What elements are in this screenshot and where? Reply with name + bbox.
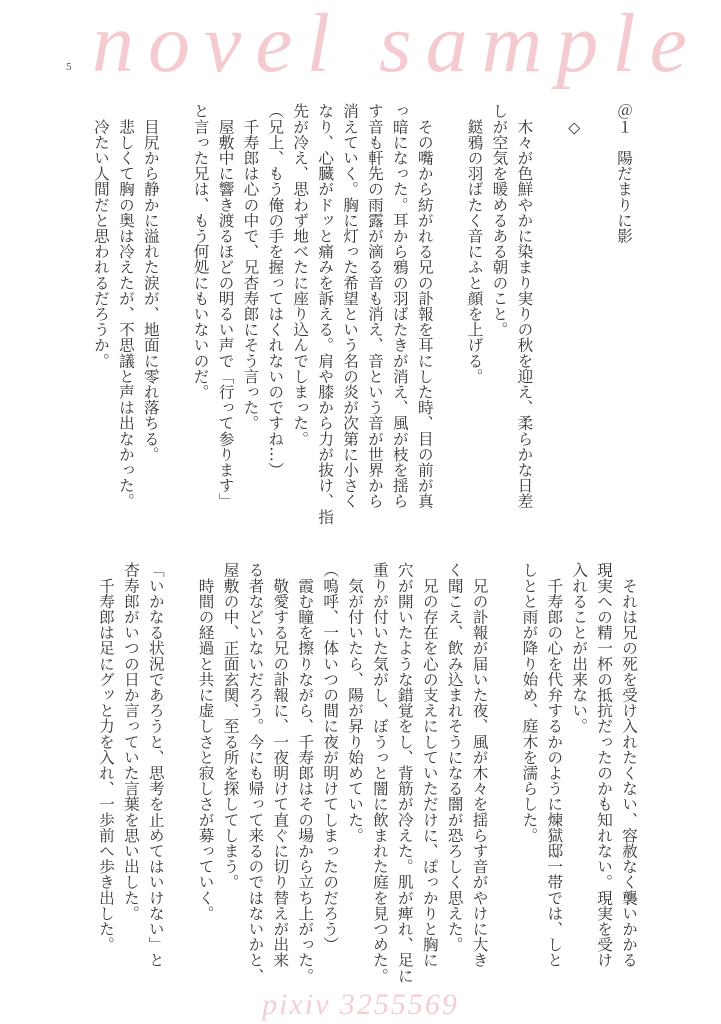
text-column: ◇ bbox=[565, 103, 584, 137]
text-column: 木々が色鮮やかに染まり実りの秋を迎え、柔らかな日差 bbox=[515, 103, 534, 509]
blank-column bbox=[492, 562, 517, 982]
text-column: と言った兄は、もう何処にもいないのだ。 bbox=[191, 103, 210, 400]
text-column: 霞む瞳を擦りながら、千寿郎はその場から立ち上がった。 bbox=[296, 562, 315, 984]
blank-column bbox=[536, 103, 561, 523]
text-column: 屋敷中に響き渡るほどの明るい声で「行って参ります」 bbox=[216, 103, 235, 509]
text-column: っ暗になった。耳から鴉の羽ばたきが消え、風が枝を揺ら bbox=[390, 103, 409, 509]
text-column: その嘴から紡がれる兄の訃報を耳にした時、目の前が真 bbox=[415, 103, 434, 509]
text-column: 「いかなる状況であろうと、思考を止めてはいけない」と bbox=[146, 562, 165, 968]
text-block-top bbox=[88, 103, 636, 523]
text-column: 消えていく。胸に灯った希望という名の炎が次第に小さく bbox=[341, 103, 360, 509]
text-column: す音も軒先の雨露が滴る音も消え、音という音が世界から bbox=[365, 103, 384, 509]
text-column: （兄上、もう俺の手を握ってはくれないのですね…） bbox=[266, 103, 285, 478]
text-column: 入れることが出来ない。 bbox=[570, 562, 589, 734]
text-column: 兄の訃報が届いた夜、風が木々を揺らす音がやけに大き bbox=[470, 562, 489, 968]
text-column: 屋敷の中、正面玄関、至る所を探してしまう。 bbox=[221, 562, 240, 890]
text-column: 時間の経過と共に虚しさと寂しさが募っていく。 bbox=[196, 562, 215, 921]
text-column: 千寿郎は足にグッと力を入れ、一歩前へ歩き出した。 bbox=[96, 562, 115, 952]
text-column: なり、心臓がドッと痛みを訴える。肩や膝から力が抜け、指 bbox=[316, 103, 335, 525]
blank-column bbox=[437, 103, 462, 523]
text-column: 冷たい人間だと思われるだろうか。 bbox=[91, 103, 110, 369]
text-column: （嗚呼、一体いつの間に夜が明けてしまったのだろう） bbox=[321, 562, 340, 952]
text-column: 千寿郎の心を代弁するかのように煉獄邸一帯では、しと bbox=[545, 562, 564, 968]
text-column: 先が冷え、思わず地べたに座り込んでしまった。 bbox=[291, 103, 310, 447]
text-column: 重りが付いた気がし、ぼうっと闇に飲まれた庭を見つめた。 bbox=[370, 562, 389, 984]
watermark-pixiv-id: pixiv 3255569 bbox=[262, 988, 459, 1021]
text-column: 兄の存在を心の支えにしていただけに、ぽっかりと胸に bbox=[420, 562, 439, 968]
text-column: く聞こえ、飲み込まれそうになる闇が恐ろしく思えた。 bbox=[445, 562, 464, 952]
text-column: 目尻から静かに溢れた涙が、地面に零れ落ちる。 bbox=[141, 103, 160, 462]
text-block-bottom bbox=[93, 562, 641, 982]
blank-column bbox=[163, 103, 188, 523]
text-column: ＠１ 陽だまりに影 bbox=[615, 103, 633, 244]
blank-column bbox=[168, 562, 193, 982]
text-column: 悲しくて胸の奥は冷えたが、不思議と声は出なかった。 bbox=[116, 103, 135, 509]
blank-column bbox=[586, 103, 611, 523]
text-column: しとと雨が降り始め、庭木を濡らした。 bbox=[520, 562, 539, 843]
text-column: 千寿郎は心の中で、兄杏寿郎にそう言った。 bbox=[241, 103, 260, 431]
text-column: 鎹鴉の羽ばたく音にふと顔を上げる。 bbox=[465, 103, 484, 384]
text-column: 穴が開いたような錯覚をし、背筋が冷えた。肌が痺れ、足に bbox=[395, 562, 414, 984]
text-column: る者などいないだろう。今にも帰って来るのではないかと、 bbox=[246, 562, 265, 984]
text-column: それは兄の死を受け入れたくない、容赦なく襲いかかる bbox=[620, 562, 638, 968]
text-column: しが空気を暖めるある朝のこと。 bbox=[490, 103, 509, 337]
text-column: 気が付いたら、陽が昇り始めていた。 bbox=[346, 562, 365, 843]
watermark-novel-sample: novel sample bbox=[92, 0, 701, 90]
text-column: 敬愛する兄の訃報に、一夜明けて直ぐに切り替えが出来 bbox=[271, 562, 290, 968]
page-number: 5 bbox=[66, 63, 72, 73]
text-column: 杏寿郎がいつの日か言っていた言葉を思い出した。 bbox=[121, 562, 140, 921]
text-column: 現実への精一杯の抵抗だったのかも知れない。現実を受け bbox=[595, 562, 614, 968]
